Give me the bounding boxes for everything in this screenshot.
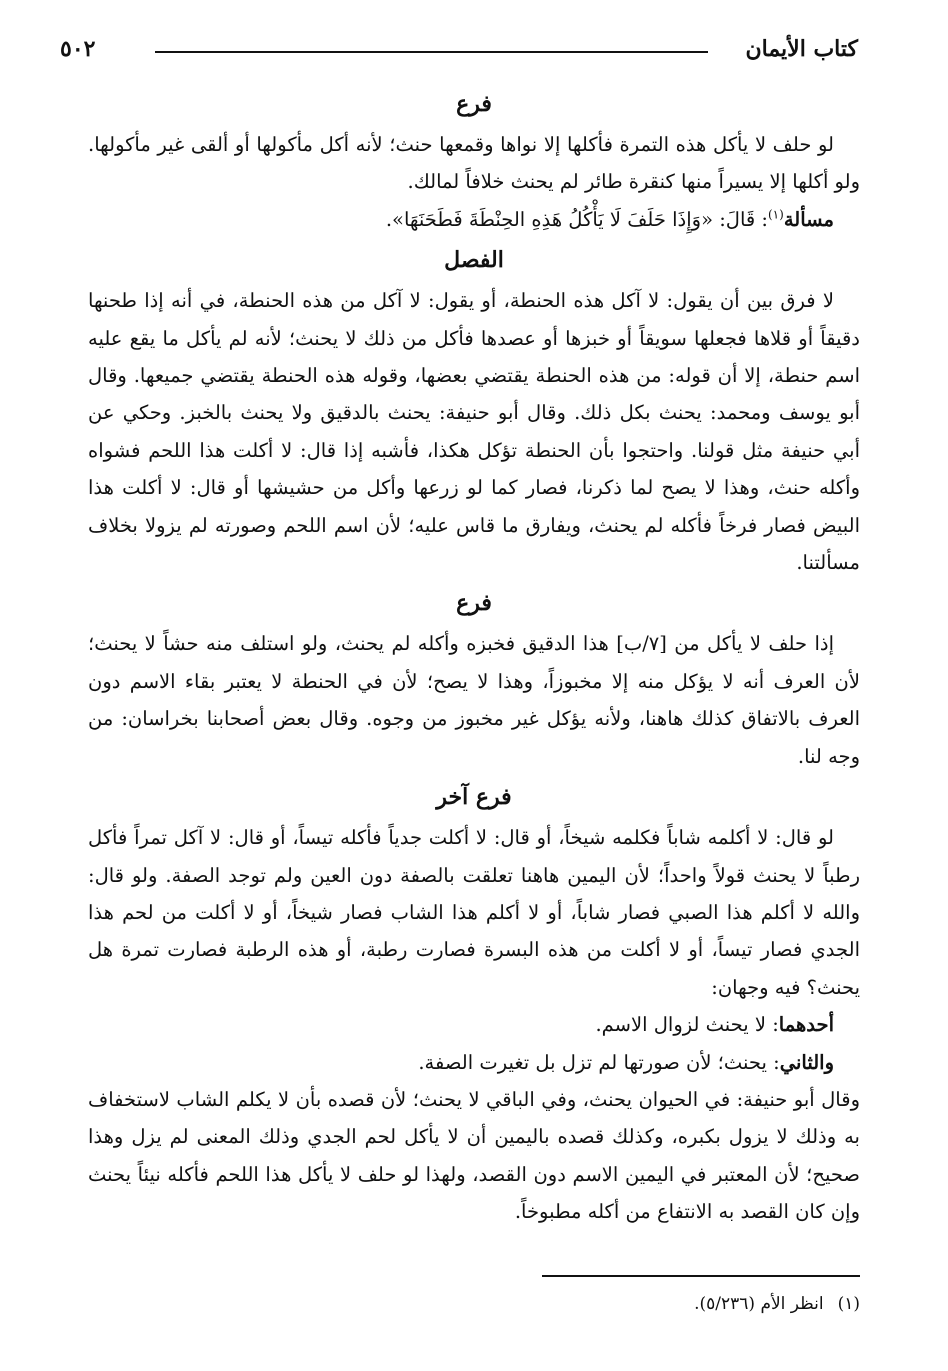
paragraph: لو حلف لا يأكل هذه التمرة فأكلها إلا نواها وقمعها حنث؛ لأنه أكل مأكولها أو ألقى غير مأكولها. ولو أكلها إلا يسيراً منها كنقرة طائر لم يحنث خلافاً لمالك. [88,133,860,194]
view-label: والثاني [779,1050,834,1074]
section-heading: فرع [456,590,492,617]
paragraph: لا فرق بين أن يقول: لا آكل هذه الحنطة، أو يقول: لا آكل من هذه الحنطة، في أنه إذا طحنها دقيقاً أو قلاها فجعلها سويقاً أو خبزها أو عصدها فأكل من ذلك لا يحنث؛ لأنه لم يأكل ما يقع عليه اسم حنطة، إلا أن قوله: من هذه الحنطة يقتضي بعضها، وقوله هذه الحنطة يقتضي جميعها. وقال أبو يوسف ومحمد: يحنث بكل ذلك. وقال أبو حنيفة: يحنث بالدقيق ولا يحنث بالخبز. وحكي عن أبي حنيفة مثل قولنا. واحتجوا بأن الحنطة تؤكل هكذا، فأشبه إذا قال: لا أكلت هذا اللحم فشواه وأكله حنث، وهذا لا يصح لما ذكرنا، فصار كما لو زرعها وأكل من حشيشها أو قال: لا أكلت هذا البيض فصار فرخاً فأكله لم يحنث، ويفارق ما قاس عليه؛ لأن اسم اللحم وصورته لم يزولا بخلاف مسألتنا. [88,289,860,575]
main-text [88,82,860,1231]
paragraph: إذا حلف لا يأكل من [٧/ب] هذا الدقيق فخبزه وأكله لم يحنث، ولو استلف منه حشاً لا يحنث؛ لأن العرف أنه لا يؤكل منه إلا مخبوزاً، وهذا لا يصح؛ لأن في الحنطة لا يعتبر بقاء الاسم دون العرف بالاتفاق كذلك هاهنا، ولأنه يؤكل غير مخبوز من وجوه. وقال بعض أصحابنا بخراسان: من وجه لنا. [88,632,860,768]
section-heading: الفصل [444,247,504,274]
running-title: كتاب الأيمان [745,36,858,62]
page-header [60,34,858,68]
footnote [88,1288,860,1320]
section-heading: فرع آخر [436,784,512,811]
section-heading: فرع [456,91,492,117]
paragraph: وقال أبو حنيفة: في الحيوان يحنث، وفي الباقي لا يحنث؛ لأن قصده بأن لا يكلم الشاب لاستخفاف به وذلك لا يزول بكبره، وكذلك قصده باليمين أن لا يأكل لحم الجدي وذلك المعنى لم يزل وهذا صحيح؛ لأن المعتبر في اليمين الاسم دون القصد، ولهذا لو حلف لا يأكل هذا اللحم فأكله نيئاً يحنث وإن كان القصد به الانتفاع من أكله مطبوخاً. [88,1087,860,1224]
footnote-text: انظر الأم (٥/٢٣٦). [694,1294,824,1314]
view-text: : لا يحنث لزوال الاسم. [595,1013,779,1037]
issue-text: : قَالَ: «وَإِذَا حَلَفَ لَا يَأْكُلُ هَذِهِ الحِنْطَةَ فَطَحَنَهَا». [385,207,768,231]
footnote-rule [542,1275,860,1277]
footnote-number: (١) [837,1294,860,1314]
footnote-ref: (١) [767,207,784,222]
issue-label: مسألة [783,207,834,231]
view-text: : يحنث؛ لأن صورتها لم تزل بل تغيرت الصفة. [418,1050,780,1074]
view-label: أحدهما [778,1013,834,1037]
paragraph [88,1044,860,1081]
header-rule [155,51,708,53]
paragraph: لو قال: لا أكلمه شاباً فكلمه شيخاً، أو قال: لا أكلت جدياً فأكله تيساً، أو قال: لا آكل تمراً فأكل رطباً لا يحنث قولاً واحداً؛ لأن اليمين هاهنا تعلقت بالصفة دون العين ولم توجد الصفة. ولو قال: والله لا أكلم هذا الصبي فصار شاباً، أو لا أكلم هذا الشاب فصار شيخاً، أو لا أكلت من لحم هذا الجدي فصار تيساً، أو لا أكلت من هذه البسرة فصارت رطبة، أو هذه الرطبة فصارت تمرة هل يحنث؟ فيه وجهان: [88,826,860,999]
paragraph [88,1006,860,1043]
page-number: ٥٠٢ [60,36,96,62]
paragraph [88,201,860,238]
